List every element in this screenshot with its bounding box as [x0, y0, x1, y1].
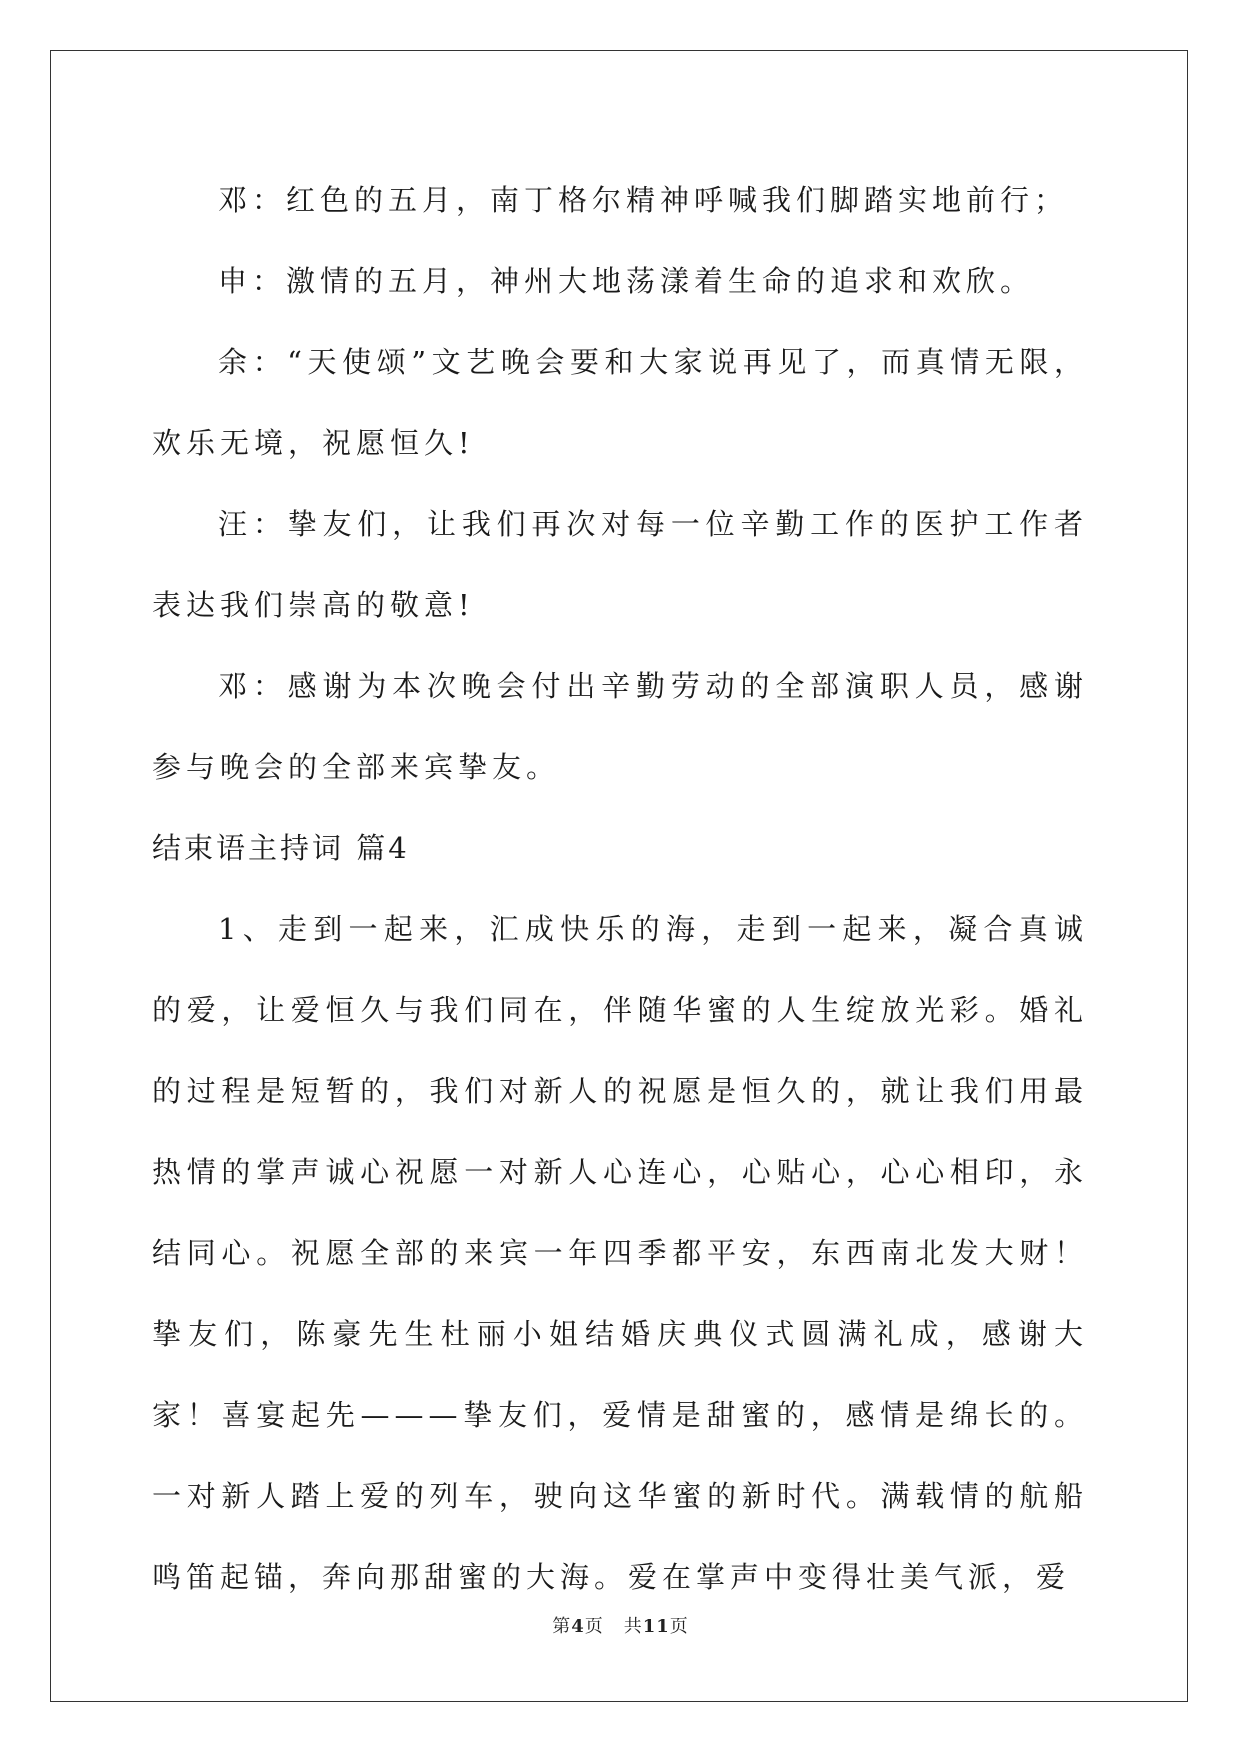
footer-total-prefix: 共 — [623, 1616, 643, 1637]
dialogue-paragraph-2: 申：激情的五月，神州大地荡漾着生命的追求和欢欣。 — [218, 264, 1035, 298]
footer-total-suffix: 页 — [669, 1616, 689, 1637]
footer-total-pages: 11 — [642, 1616, 670, 1637]
document-body — [152, 160, 1088, 1618]
footer-page-suffix: 页 — [584, 1616, 604, 1637]
dialogue-paragraph-3: 余：“天使颂”文艺晚会要和大家说再见了，而真情无限，欢乐无境，祝愿恒久! — [152, 345, 1088, 460]
section-heading: 结束语主持词 篇4 — [152, 831, 410, 865]
dialogue-paragraph-5: 邓：感谢为本次晚会付出辛勤劳动的全部演职人员，感谢参与晚会的全部来宾挚友。 — [152, 669, 1088, 784]
dialogue-paragraph-1: 邓：红色的五月，南丁格尔精神呼喊我们脚踏实地前行； — [218, 183, 1069, 217]
dialogue-paragraph-4: 汪：挚友们，让我们再次对每一位辛勤工作的医护工作者表达我们崇高的敬意! — [152, 507, 1088, 622]
footer-prefix: 第 — [552, 1616, 572, 1637]
footer-page-number: 4 — [571, 1616, 585, 1637]
page-footer — [0, 1612, 1241, 1638]
body-paragraph: 1、走到一起来，汇成快乐的海，走到一起来，凝合真诚的爱，让爱恒久与我们同在，伴随华蜜的人生绽放光彩。婚礼的过程是短暂的，我们对新人的祝愿是恒久的，就让我们用最热情的掌声诚心祝愿一对新人心连心，心贴心，心心相印，永结同心。祝愿全部的来宾一年四季都平安，东西南北发大财！挚友们，陈豪先生杜丽小姐结婚庆典仪式圆满礼成，感谢大家！喜宴起先———挚友们，爱情是甜蜜的，感情是绵长的。一对新人踏上爱的列车，驶向这华蜜的新时代。满载情的航船鸣笛起锚，奔向那甜蜜的大海。爱在掌声中变得壮美气派，爱 — [152, 912, 1088, 1594]
